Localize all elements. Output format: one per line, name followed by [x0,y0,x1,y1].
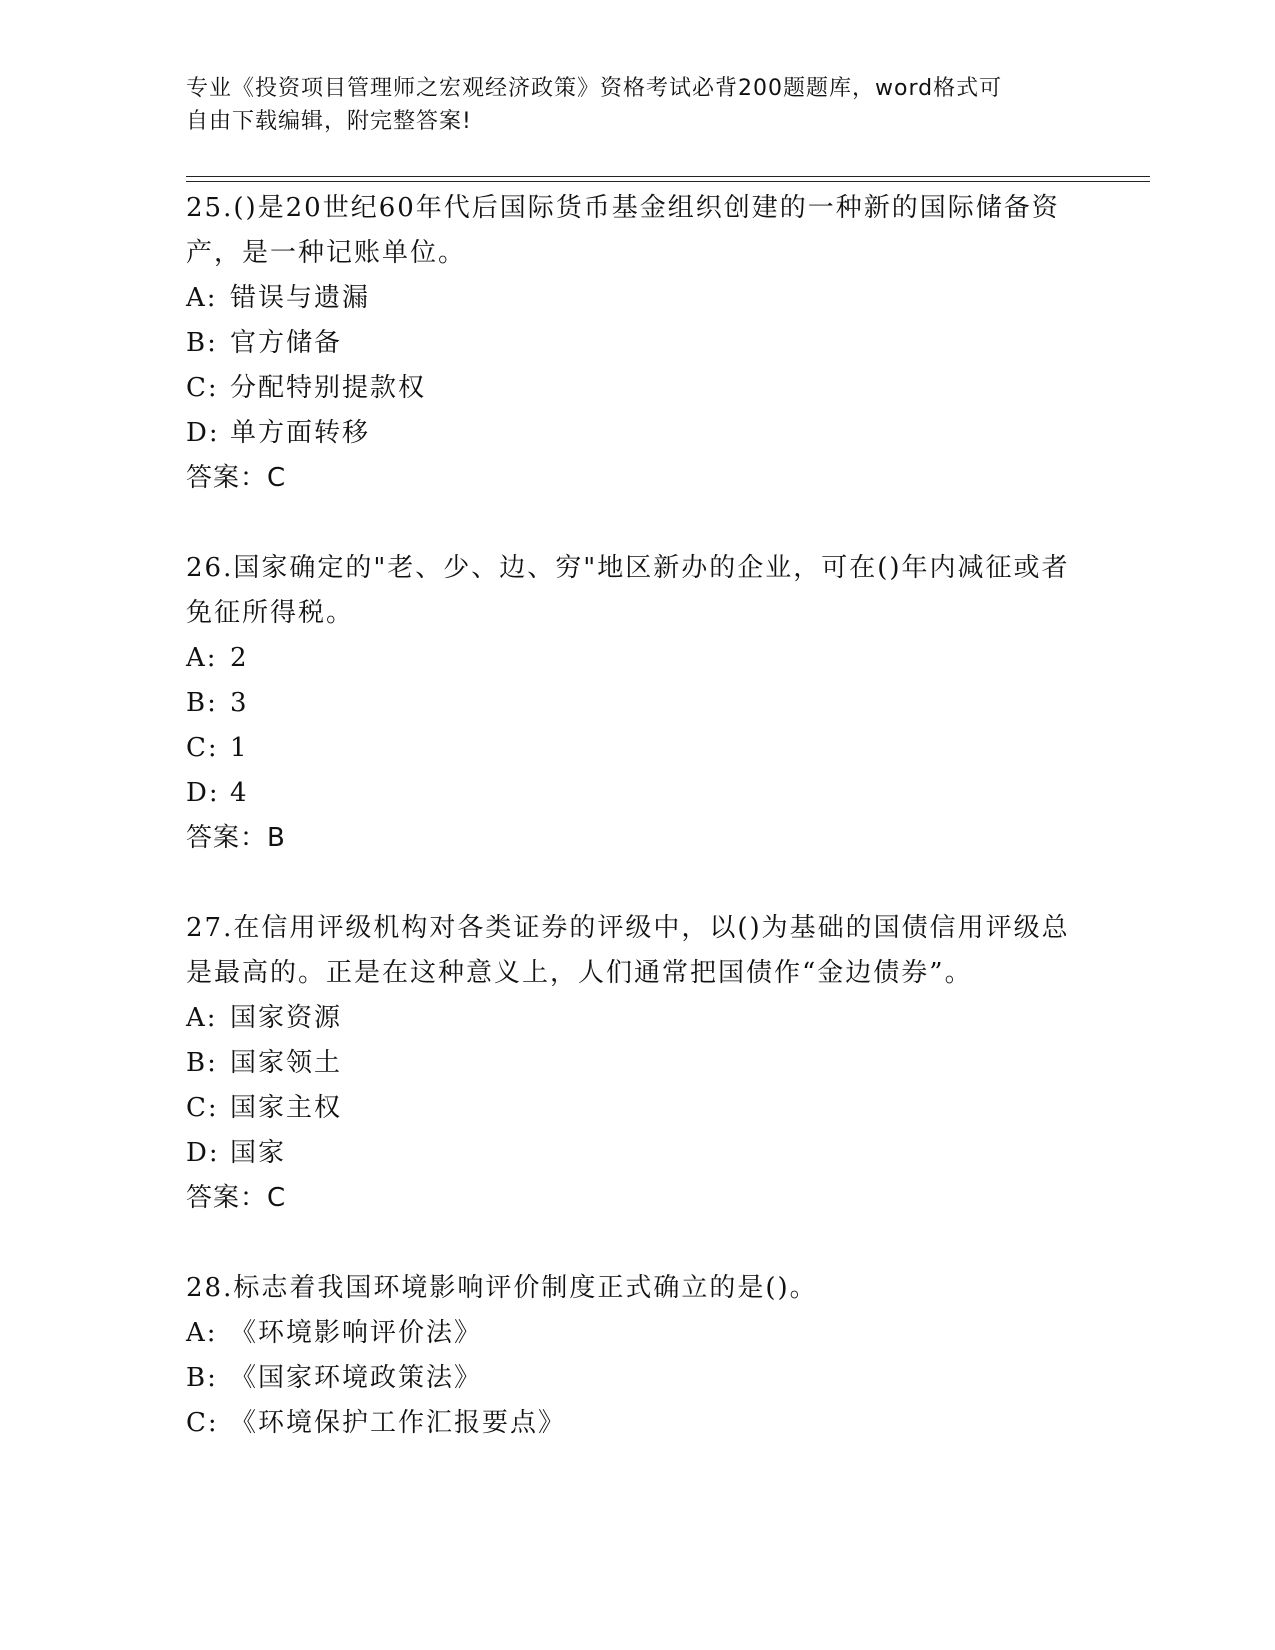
option-key: C: [186,373,219,403]
question-text: 25.()是20世纪60年代后国际货币基金组织创建的一种新的国际储备资产，是一种记账单位。 [186,193,1060,268]
option-d [186,771,1076,816]
option-key: A: [186,1318,218,1348]
option-c [186,366,1076,411]
question-text: 27.在信用评级机构对各类证券的评级中，以()为基础的国债信用评级总是最高的。正是在这种意义上，人们通常把国债作“金边债券”。 [186,913,1070,988]
option-key: D: [186,778,220,808]
option-text: 国家主权 [230,1093,343,1123]
option-text: 3 [230,688,249,718]
question-text: 26.国家确定的"老、少、边、穷"地区新办的企业，可在()年内减征或者免征所得税。 [186,553,1070,628]
option-key: B: [186,688,218,718]
header-line-1: 专业《投资项目管理师之宏观经济政策》资格考试必背200题题库，word格式可 [186,76,1003,101]
option-text: 错误与遗漏 [230,283,371,313]
option-key: B: [186,1363,218,1393]
question-text: 28.标志着我国环境影响评价制度正式确立的是()。 [186,1273,818,1303]
option-text: 2 [230,643,249,673]
question-27 [186,906,1076,1221]
option-a [186,276,1076,321]
option-key: C: [186,733,219,763]
option-key: A: [186,1003,218,1033]
option-b [186,1356,1076,1401]
option-d [186,411,1076,456]
option-key: D: [186,1138,220,1168]
option-key: C: [186,1093,219,1123]
option-a [186,996,1076,1041]
option-text: 国家领土 [230,1048,343,1078]
option-a [186,636,1076,681]
option-text: 《环境影响评价法》 [230,1318,483,1348]
option-c [186,726,1076,771]
answer-line: 答案：C [186,463,287,493]
option-key: B: [186,1048,218,1078]
question-list [186,186,1076,1491]
header-divider-bottom [186,181,1150,182]
option-key: C: [186,1408,219,1438]
option-c [186,1401,1076,1446]
question-26 [186,546,1076,861]
answer-line: 答案：B [186,823,286,853]
option-b [186,1041,1076,1086]
option-b [186,321,1076,366]
option-key: A: [186,283,218,313]
option-b [186,681,1076,726]
answer-line: 答案：C [186,1183,287,1213]
option-text: 国家 [230,1138,287,1168]
option-text: 《国家环境政策法》 [230,1363,483,1393]
header-line-2: 自由下载编辑，附完整答案! [186,109,472,134]
option-text: 1 [230,733,249,763]
document-header [186,72,1066,138]
option-text: 分配特别提款权 [230,373,427,403]
question-25 [186,186,1076,501]
option-text: 《环境保护工作汇报要点》 [230,1408,567,1438]
option-text: 单方面转移 [230,418,371,448]
option-key: D: [186,418,220,448]
option-d [186,1131,1076,1176]
option-key: B: [186,328,218,358]
option-text: 官方储备 [230,328,343,358]
option-c [186,1086,1076,1131]
option-text: 4 [230,778,249,808]
question-28 [186,1266,1076,1446]
option-key: A: [186,643,218,673]
option-a [186,1311,1076,1356]
header-divider-top [186,176,1150,177]
option-text: 国家资源 [230,1003,343,1033]
